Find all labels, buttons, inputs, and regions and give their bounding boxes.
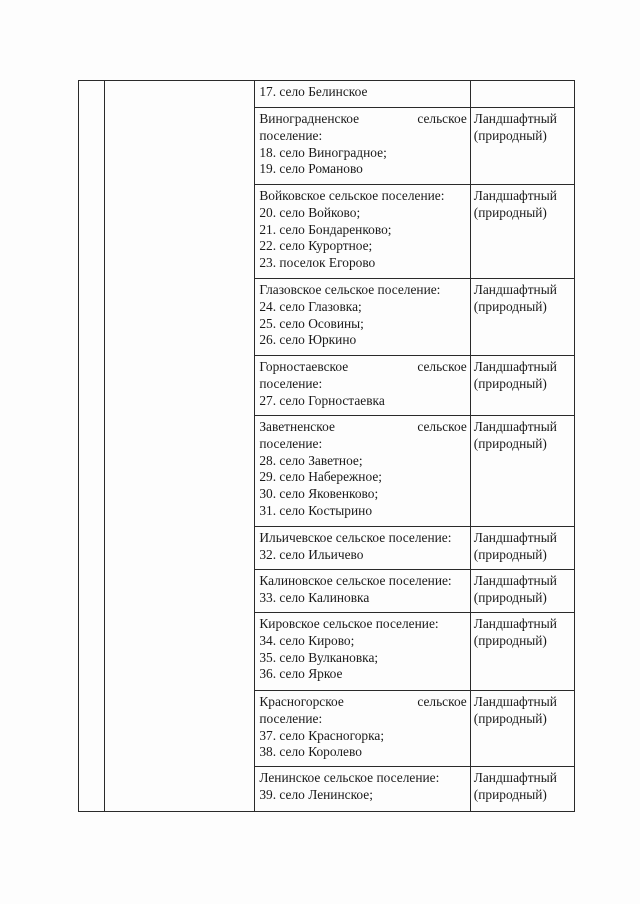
settlement-name: Ильичевское сельское поселение: (259, 530, 452, 545)
settlement-name: Войковское сельское поселение: (259, 188, 445, 203)
area-type-cell (470, 108, 574, 185)
village-item: 29. село Набережное; (259, 469, 382, 485)
area-type-cell (470, 613, 574, 691)
settlement-cell (255, 527, 470, 570)
settlement-name-cont: поселение: (259, 710, 323, 726)
village-item: 23. поселок Егорово (259, 255, 376, 271)
settlements-table (78, 80, 575, 812)
settlement-cell (255, 691, 470, 767)
settlement-name: Ленинское сельское поселение: (259, 770, 440, 785)
settlement-name-cont: поселение: (259, 435, 323, 451)
area-type-cell (470, 416, 574, 527)
settlement-name: Калиновское сельское поселение: (259, 573, 452, 588)
area-type-text (471, 81, 574, 86)
village-item: 32. село Ильичево (259, 546, 364, 562)
area-type-cell (470, 767, 574, 812)
village-item: 25. село Осовины; (259, 315, 364, 331)
village-item: 21. село Бондаренково; (259, 221, 392, 237)
village-item: 18. село Виноградное; (259, 144, 387, 160)
area-type-text: Ландшафтный (природный) (473, 530, 557, 562)
settlement-cell (255, 416, 470, 527)
area-type-text: Ландшафтный (природный) (473, 282, 557, 314)
area-type-text: Ландшафтный (природный) (473, 359, 557, 391)
settlement-cell (255, 356, 470, 416)
settlement-cell (255, 570, 470, 613)
area-type-text: Ландшафтный (природный) (473, 770, 557, 802)
settlement-cell (255, 767, 470, 812)
village-item: 30. село Яковенково; (259, 486, 379, 502)
settlement-cell (255, 613, 470, 691)
index-column-cell (79, 81, 105, 812)
settlement-cell (255, 185, 470, 279)
table-row (79, 81, 575, 108)
area-type-cell (470, 279, 574, 356)
settlement-cell (255, 81, 470, 108)
village-item: 17. село Белинское (259, 84, 368, 99)
area-type-text: Ландшафтный (природный) (473, 694, 557, 726)
village-item: 19. село Романово (259, 161, 363, 177)
area-type-cell (470, 81, 574, 108)
area-type-cell (470, 356, 574, 416)
village-item: 36. село Яркое (259, 666, 343, 682)
village-item: 24. село Глазовка; (259, 298, 362, 314)
village-item: 33. село Калиновка (259, 589, 370, 605)
settlement-cell (255, 279, 470, 356)
village-item: 35. село Вулкановка; (259, 649, 379, 665)
village-item: 34. село Кирово; (259, 632, 355, 648)
settlement-name: Заветненское сельское (259, 419, 467, 434)
village-item: 39. село Ленинское; (259, 786, 373, 802)
area-type-text: Ландшафтный (природный) (473, 111, 557, 143)
village-item: 38. село Королево (259, 744, 362, 760)
area-type-cell (470, 691, 574, 767)
area-type-text: Ландшафтный (природный) (473, 188, 557, 220)
settlement-name-cont: поселение: (259, 127, 323, 143)
settlement-cell (255, 108, 470, 185)
village-item: 26. село Юркино (259, 332, 357, 348)
village-item: 37. село Красногорка; (259, 727, 385, 743)
settlement-name-cont: поселение: (259, 375, 323, 391)
area-type-cell (470, 527, 574, 570)
area-type-text: Ландшафтный (природный) (473, 573, 557, 605)
name-column-cell (105, 81, 255, 812)
village-item: 28. село Заветное; (259, 452, 363, 468)
village-item: 31. село Костырино (259, 502, 373, 518)
settlement-name: Кировское сельское поселение: (259, 616, 439, 631)
village-item: 27. село Горностаевка (259, 392, 385, 408)
settlement-name: Горностаевское сельское (259, 359, 467, 374)
settlement-name: Виноградненское сельское (259, 111, 467, 126)
settlement-name: Красногорское сельское (259, 694, 467, 709)
village-item: 20. село Войково; (259, 204, 361, 220)
area-type-cell (470, 185, 574, 279)
area-type-text: Ландшафтный (природный) (473, 419, 557, 451)
area-type-text: Ландшафтный (природный) (473, 616, 557, 648)
area-type-cell (470, 570, 574, 613)
village-item: 22. село Курортное; (259, 238, 373, 254)
settlement-name: Глазовское сельское поселение: (259, 282, 441, 297)
